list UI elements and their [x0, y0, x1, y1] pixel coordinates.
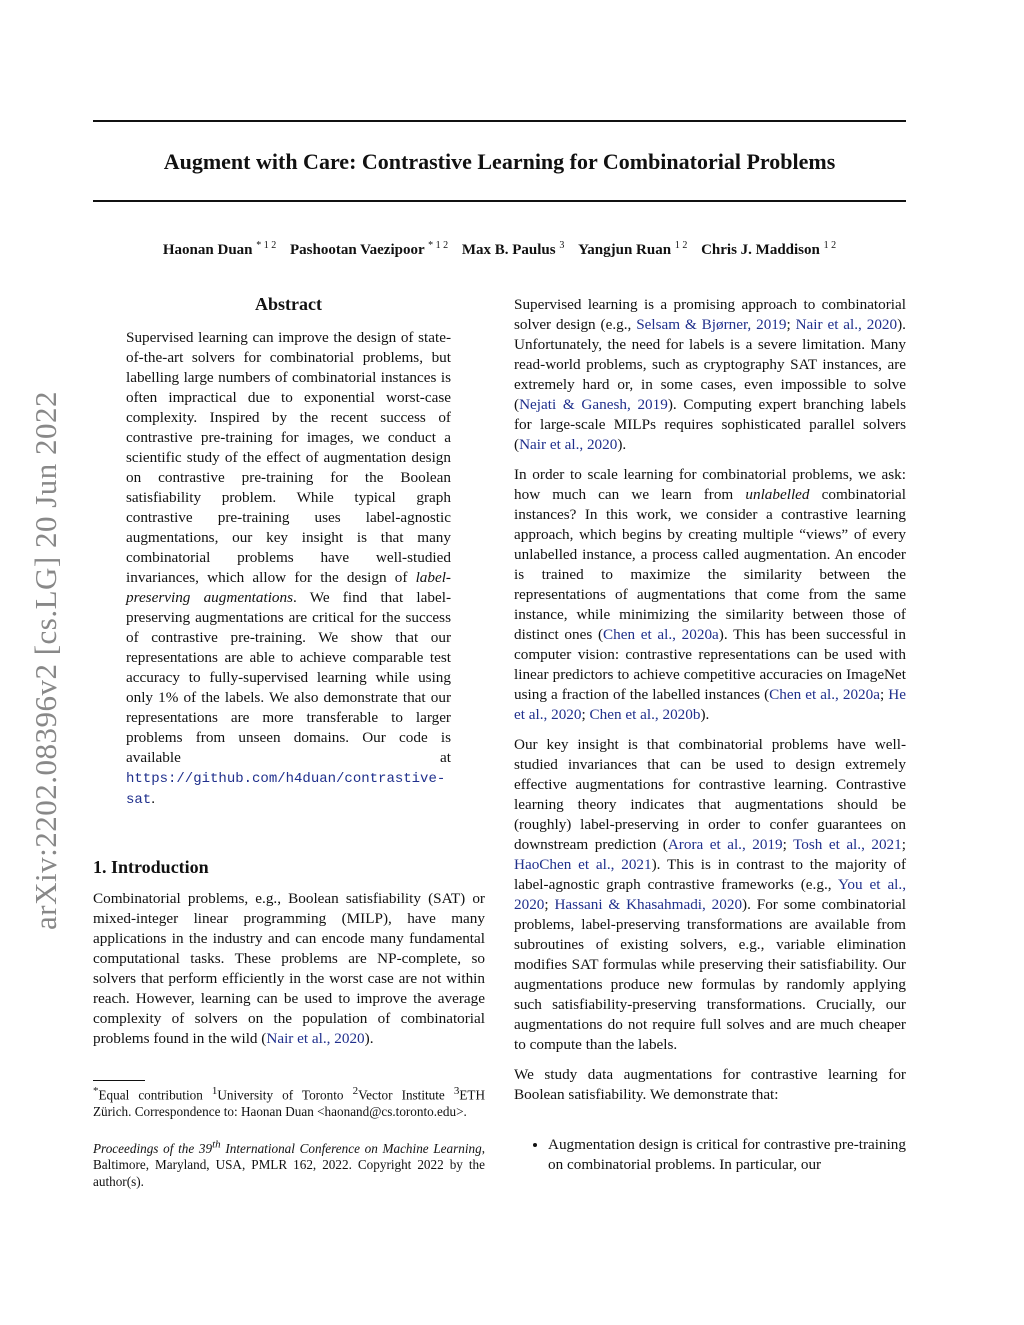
abstract-text: Supervised learning can improve the design of state-of-the-art solvers for combinatorial problems, but labelling large numbers of combinatorial instances is often impractical due to exponential worst-case complexity. Inspired by the recent success of contrastive pre-training for images, we conduct a scientific study of the effect of augmentation design on contrastive pre-training for the Boolean satisfiability problem. While typical graph contrastive pre-training uses label-agnostic augmentations, our key insight is that many combinatorial problems have well-studied invariances, which allow for the design of label-preserving augmentations. We find that label-preserving augmentations are critical for the success of contrastive pre-training. We show that our representations are able to achieve comparable test accuracy to fully-supervised learning while using only 1% of the labels. We also demonstrate that our representations are more transferable to larger problems from unseen domains. Our code is available at https://github.com/h4duan/contrastive-sat. [126, 329, 451, 808]
title-top-rule [93, 120, 906, 122]
citation-link[interactable]: Chen et al., 2020a [769, 686, 880, 703]
author: Chris J. Maddison $^{1 2}$ [701, 240, 837, 258]
citation-link[interactable]: Nair et al., 2020 [266, 1030, 365, 1047]
intro-paragraph: Combinatorial problems, e.g., Boolean satisfiability (SAT) or mixed-integer linear programming (MILP), have many applications in the industry and can encode many fundamental computational tasks. These problems are NP-complete, so solvers that perform efficiently in the worst case are not within reach. However, learning can be used to improve the average complexity of solvers on the population of combinatorial problems found in the wild (Nair et al., 2020). [93, 890, 485, 1047]
citation-link[interactable]: Arora et al., 2019 [667, 836, 783, 853]
footnote-rule [93, 1080, 145, 1081]
paper-title: Augment with Care: Contrastive Learning for Combinatorial Problems [163, 149, 836, 174]
proceedings-note: Proceedings of the 39th International Conference on Machine Learning, Baltimore, Maryland, USA, PMLR 162, 2022. Copyright 2022 by the author(s). [93, 1138, 485, 1189]
citation-link[interactable]: Chen et al., 2020b [589, 706, 701, 723]
author: Yangjun Ruan $^{1 2}$ [578, 240, 688, 258]
author: Haonan Duan $^{* 1 2}$ [162, 240, 277, 258]
citation-link[interactable]: You et al., 2020 [514, 876, 906, 913]
abstract [126, 292, 451, 810]
paragraph: In order to scale learning for combinatorial problems, we ask: how much can we learn from unlabelled combinatorial instances? In this work, we consider a contrastive learning approach, which begins by creating multiple “views” of every unlabelled instance, a process called augmentation. An encoder is trained to maximize the similarity between the representations of augmentations that come from the same instance, while minimizing the similarity between those of distinct ones (Chen et al., 2020a). This has been successful in computer vision: contrastive representations can be used with linear predictors to achieve competitive accuracies on ImageNet using a fraction of the labelled instances (Chen et al., 2020a; He et al., 2020; Chen et al., 2020b). [514, 466, 906, 723]
author-list [93, 236, 906, 260]
title-bottom-rule [93, 200, 906, 202]
contribution-list [514, 1135, 906, 1175]
paragraph: Our key insight is that combinatorial problems have well-studied invariances that can be used to design extremely effective augmentations for contrastive learning. Contrastive learning theory indicates that augmentations should be (roughly) label-preserving in order to confer guarantees on downstream prediction (Arora et al., 2019; Tosh et al., 2021; HaoChen et al., 2021). This is in contrast to the majority of label-agnostic graph contrastive frameworks (e.g., You et al., 2020; Hassani & Khasahmadi, 2020). For some combinatorial problems, label-preserving transformations are available from subroutines of existing solvers, e.g., variable elimination modifies SAT formulas while preserving their satisfiability. Our augmentations produce new formulas by randomly applying such satisfiability-preserving transformations. Crucially, our augmentations do not require full solves and are much cheaper to compute than the labels. [514, 736, 906, 1053]
citation-link[interactable]: Tosh et al., 2021 [793, 836, 902, 853]
citation-link[interactable]: Selsam & Bjørner, 2019 [636, 316, 787, 333]
author: Pashootan Vaezipoor $^{* 1 2}$ [290, 240, 449, 258]
citation-link[interactable]: Chen et al., 2020a [603, 626, 719, 643]
citation-link[interactable]: HaoChen et al., 2021 [514, 856, 652, 873]
list-item: • Augmentation design is critical for contrastive pre-training on combinatorial problems. In particular, our [548, 1135, 906, 1175]
right-column [514, 295, 906, 1175]
paragraph: We study data augmentations for contrastive learning for Boolean satisfiability. We demonstrate that: [514, 1066, 906, 1103]
paragraph: Supervised learning is a promising approach to combinatorial solver design (e.g., Selsam & Bjørner, 2019; Nair et al., 2020). Unfortunately, the need for labels is a severe limitation. Many read-world problems, such as cryptography SAT instances, are extremely hard or, in some cases, even impossible to solve (Nejati & Ganesh, 2019). Computing expert branching labels for large-scale MILPs requires sophisticated parallel solvers (Nair et al., 2020). [514, 296, 906, 453]
introduction [93, 855, 485, 1049]
section-heading: 1. Introduction [93, 857, 209, 877]
citation-link[interactable]: Hassani & Khasahmadi, 2020 [554, 896, 743, 913]
arxiv-stamp: arXiv:2202.08396v2 [cs.LG] 20 Jun 2022 [28, 390, 63, 930]
footnote: *Equal contribution $^1$University of Toronto $^2$Vector Institute $^3$ETH Zürich. Correspondence to: Haonan Duan <haonand@cs.toronto.edu>. Proceedings of the 39th International Conference on Machine Learning, Baltimore, Maryland, USA, PMLR 162, 2022. Copyright 2022 by the author(s). [93, 1085, 486, 1189]
citation-link[interactable]: Nejati & Ganesh, 2019 [519, 396, 668, 413]
author: Max B. Paulus $^3$ [461, 240, 565, 258]
abstract-heading: Abstract [255, 294, 322, 314]
citation-link[interactable]: Nair et al., 2020 [519, 436, 618, 453]
citation-link[interactable]: Nair et al., 2020 [795, 316, 898, 333]
citation-link[interactable]: He et al., 2020 [514, 686, 906, 723]
code-link[interactable]: https://github.com/h4duan/contrastive-sat [126, 771, 446, 808]
